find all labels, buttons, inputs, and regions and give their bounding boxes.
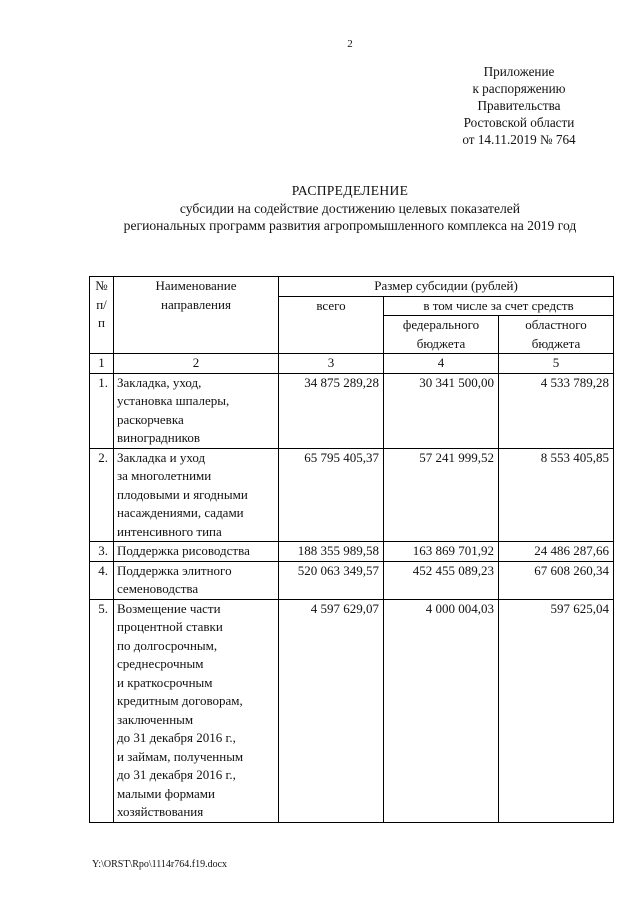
table-header-row — [90, 277, 614, 297]
row-federal-amount: 452 455 089,23 — [384, 561, 499, 599]
row-total-amount: 65 795 405,37 — [279, 448, 384, 542]
row-name-line: Закладка, уход, — [117, 374, 202, 390]
row-name-line: и краткосрочным — [117, 674, 213, 690]
row-name-line: кредитным договорам, — [117, 693, 243, 708]
column-number: 1 — [90, 354, 114, 374]
row-federal-amount: 30 341 500,00 — [384, 373, 499, 448]
row-name-line: за многолетними — [117, 468, 212, 483]
row-name-line: виноградников — [117, 430, 200, 445]
row-direction-name — [114, 448, 279, 542]
table-row — [90, 561, 614, 599]
table-row — [90, 599, 614, 822]
title-subtitle: субсидии на содействие достижению целевых показателей — [179, 200, 521, 216]
header-regional: областного бюджета — [499, 316, 614, 354]
column-number: 3 — [279, 354, 384, 374]
row-name-line: среднесрочным — [117, 656, 204, 671]
row-name-line: и займам, полученным — [117, 748, 244, 764]
row-name-line: малыми формами — [117, 785, 215, 801]
row-name-line: процентной ставки — [117, 619, 223, 634]
row-name-line: до 31 декабря 2016 г., — [117, 767, 236, 782]
table-row — [90, 448, 614, 542]
page-number: 2 — [347, 38, 353, 50]
row-regional-amount: 4 533 789,28 — [499, 373, 614, 448]
header-name: Наименование направления — [114, 277, 279, 354]
row-total-amount: 34 875 289,28 — [279, 373, 384, 448]
row-regional-amount: 597 625,04 — [499, 599, 614, 822]
row-federal-amount: 57 241 999,52 — [384, 448, 499, 542]
row-name-line: Поддержка элитного — [117, 562, 232, 578]
row-federal-amount: 4 000 004,03 — [384, 599, 499, 822]
header-size: Размер субсидии (рублей) — [279, 277, 614, 297]
appendix-line: Ростовской области — [463, 115, 575, 130]
column-number: 5 — [499, 354, 614, 374]
row-number: 1. — [90, 373, 114, 448]
row-regional-amount: 67 608 260,34 — [499, 561, 614, 599]
row-total-amount: 188 355 989,58 — [279, 542, 384, 562]
row-direction-name — [114, 561, 279, 599]
header-total: всего — [279, 296, 384, 354]
row-regional-amount: 24 486 287,66 — [499, 542, 614, 562]
row-number: 2. — [90, 448, 114, 542]
appendix-line: Приложение — [483, 64, 555, 79]
title-main: РАСПРЕДЕЛЕНИЕ — [291, 183, 409, 198]
row-name-line: Поддержка рисоводства — [117, 543, 250, 558]
appendix-line: к распоряжению — [472, 81, 566, 96]
row-direction-name — [114, 373, 279, 448]
appendix-line: от 14.11.2019 № 764 — [462, 132, 576, 147]
subsidy-table — [89, 276, 614, 823]
row-name-line: насаждениями, садами — [117, 505, 244, 520]
header-num: № п/п — [90, 277, 114, 354]
header-federal: федерального бюджета — [384, 316, 499, 354]
row-number: 5. — [90, 599, 114, 822]
row-name-line: плодовыми и ягодными — [117, 486, 248, 502]
row-name-line: семеноводства — [117, 581, 199, 596]
column-number: 2 — [114, 354, 279, 374]
row-total-amount: 4 597 629,07 — [279, 599, 384, 822]
table-row — [90, 373, 614, 448]
document-title — [0, 182, 640, 235]
row-name-line: интенсивного типа — [117, 523, 222, 539]
row-direction-name — [114, 599, 279, 822]
appendix-line: Правительства — [477, 98, 561, 113]
appendix-block — [448, 63, 590, 148]
row-federal-amount: 163 869 701,92 — [384, 542, 499, 562]
row-total-amount: 520 063 349,57 — [279, 561, 384, 599]
row-regional-amount: 8 553 405,85 — [499, 448, 614, 542]
row-name-line: по долгосрочным, — [117, 637, 218, 653]
row-direction-name — [114, 542, 279, 562]
row-name-line: Возмещение части — [117, 600, 221, 616]
row-name-line: раскорчевка — [117, 411, 184, 427]
row-name-line: заключенным — [117, 711, 194, 727]
row-number: 3. — [90, 542, 114, 562]
row-name-line: установка шпалеры, — [117, 393, 230, 408]
row-name-line: Закладка и уход — [117, 449, 206, 465]
row-name-line: хозяйствования — [117, 804, 204, 819]
row-number: 4. — [90, 561, 114, 599]
column-number: 4 — [384, 354, 499, 374]
title-subtitle: региональных программ развития агропромышленного комплекса на 2019 год — [123, 218, 577, 233]
column-number-row — [90, 354, 614, 374]
table-row — [90, 542, 614, 562]
header-including: в том числе за счет средств — [384, 296, 614, 316]
row-name-line: до 31 декабря 2016 г., — [117, 730, 236, 745]
file-path-footer: Y:\ORST\Rpo\1114r764.f19.docx — [92, 859, 228, 870]
